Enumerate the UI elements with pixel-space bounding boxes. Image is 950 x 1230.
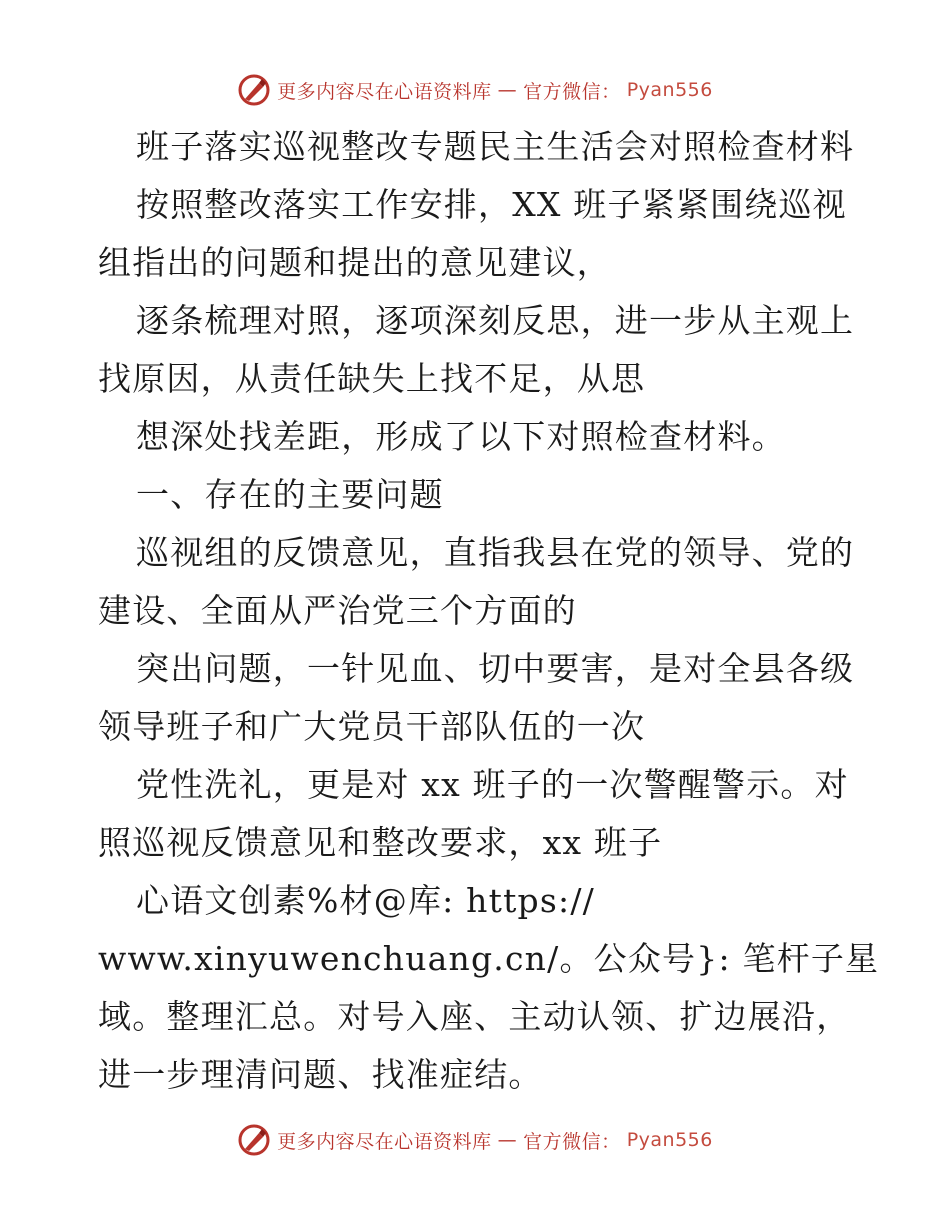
text-line: 逐条梳理对照，逐项深刻反思，进一步从主观上 bbox=[136, 301, 855, 340]
text-line: 领导班子和广大党员干部队伍的一次 bbox=[98, 707, 646, 746]
document-title: 班子落实巡视整改专题民主生活会对照检查材料 bbox=[136, 127, 855, 166]
text-line: 照巡视反馈意见和整改要求，xx 班子 bbox=[98, 823, 663, 862]
pen-logo-icon bbox=[237, 73, 271, 107]
document-body bbox=[98, 118, 880, 1104]
text-line: 巡视组的反馈意见，直指我县在党的领导、党的 bbox=[136, 533, 855, 572]
watermark-wechat-label: 官方微信： bbox=[523, 1130, 621, 1153]
text-line: 突出问题，一针见血、切中要害，是对全县各级 bbox=[136, 649, 855, 688]
pen-logo-icon bbox=[237, 1123, 271, 1157]
watermark-wechat-label: 官方微信： bbox=[523, 80, 621, 103]
watermark-wechat-id: Pyan556 bbox=[626, 79, 713, 101]
watermark-wechat-id: Pyan556 bbox=[626, 1129, 713, 1151]
text-line: 进一步理清问题、找准症结。 bbox=[98, 1055, 543, 1094]
watermark-main-text: 更多内容尽在心语资料库 bbox=[277, 1130, 492, 1153]
text-line: 想深处找差距，形成了以下对照检查材料。 bbox=[136, 417, 786, 456]
text-line: www.xinyuwenchuang.cn/。公众号}: 笔杆子星 bbox=[98, 939, 880, 978]
text-line: 心语文创素%材@库: https:// bbox=[136, 881, 595, 920]
text-line: 党性洗礼，更是对 xx 班子的一次警醒警示。对 bbox=[136, 765, 849, 804]
text-line: 找原因，从责任缺失上找不足，从思 bbox=[98, 359, 646, 398]
text-line: 域。整理汇总。对号入座、主动认领、扩边展沿， bbox=[98, 997, 851, 1036]
text-line: 一、存在的主要问题 bbox=[136, 475, 444, 514]
watermark-dash: — bbox=[497, 79, 518, 101]
text-line: 组指出的问题和提出的意见建议， bbox=[98, 243, 611, 282]
watermark-main-text: 更多内容尽在心语资料库 bbox=[277, 80, 492, 103]
header-watermark bbox=[0, 70, 950, 110]
watermark-dash: — bbox=[497, 1129, 518, 1151]
footer-watermark bbox=[0, 1120, 950, 1160]
text-line: 建设、全面从严治党三个方面的 bbox=[98, 591, 577, 630]
text-line: 按照整改落实工作安排，XX 班子紧紧围绕巡视 bbox=[136, 185, 847, 224]
